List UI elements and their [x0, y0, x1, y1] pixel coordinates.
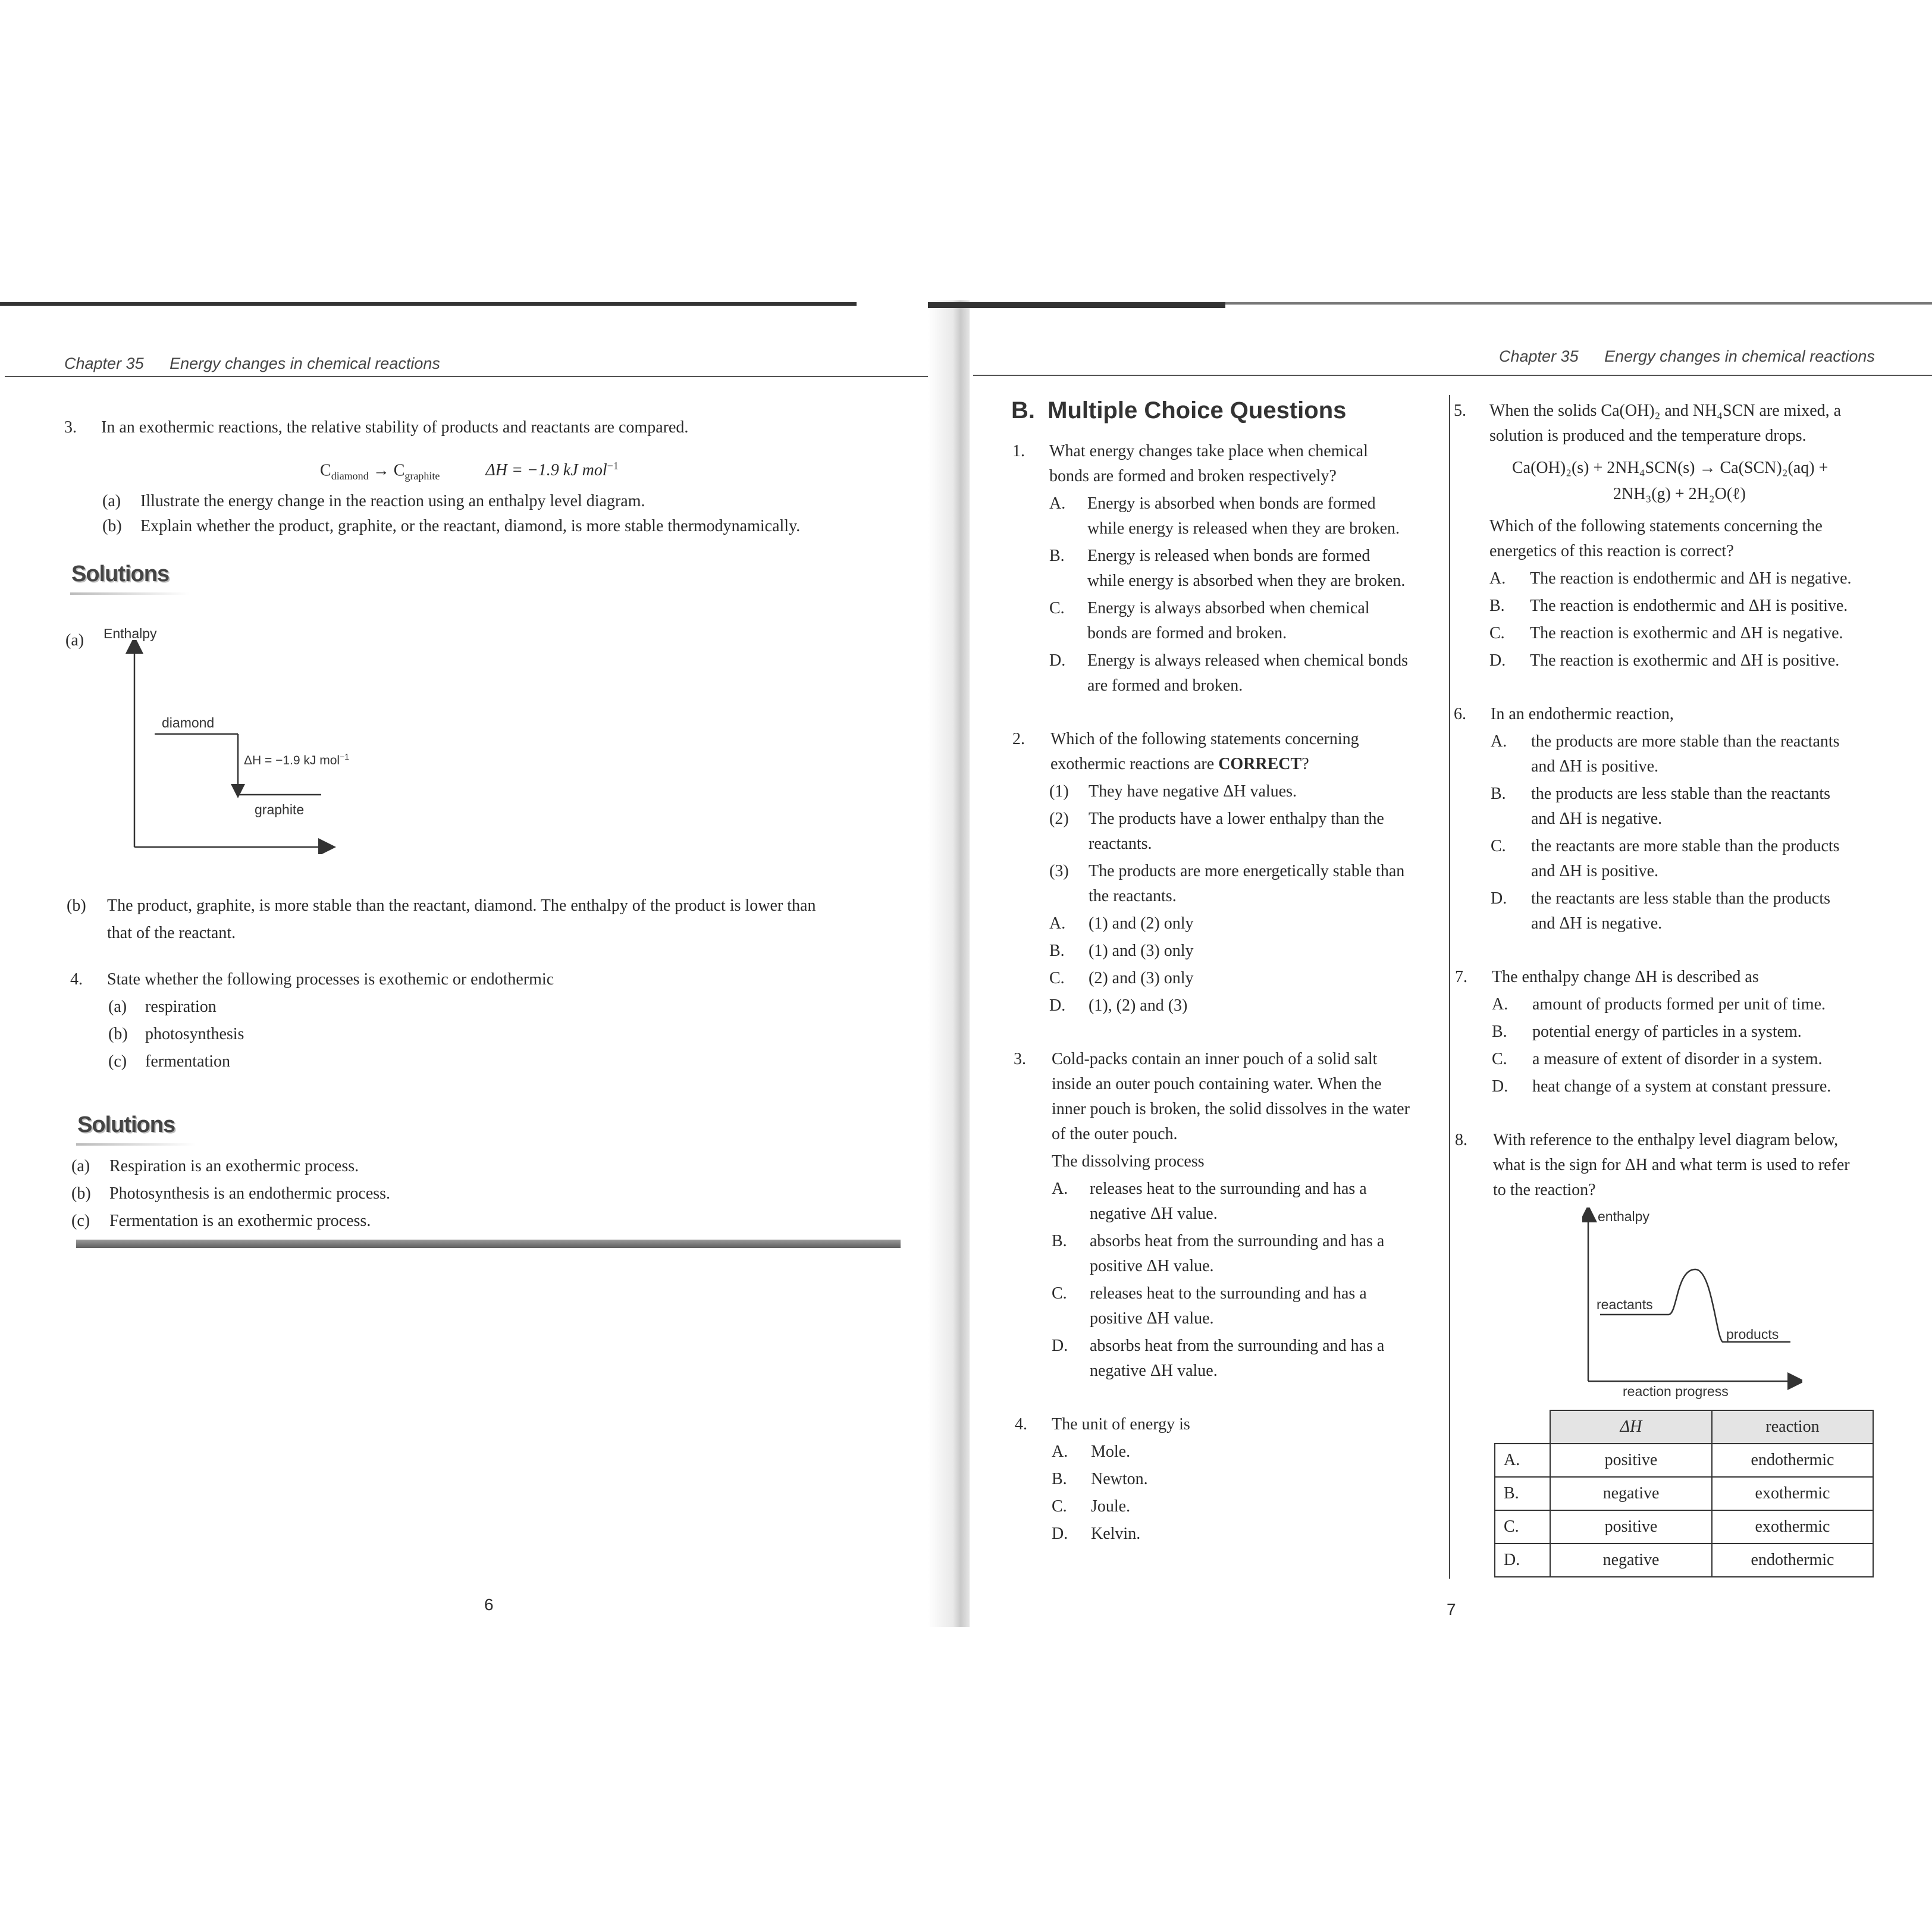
q3-part-a-text: Illustrate the energy change in the reaction using an enthalpy level diagram.: [140, 492, 645, 510]
mcq7-stem: The enthalpy change ΔH is described as: [1492, 968, 1759, 986]
mcq8-answer-table: [1494, 1410, 1874, 1577]
mcq8-row-a-dh: positive: [1550, 1444, 1712, 1477]
mcq8-stem-line-3: to the reaction?: [1493, 1181, 1596, 1199]
mcq7-number: 7.: [1455, 968, 1467, 986]
section-title: Multiple Choice Questions: [1047, 397, 1347, 424]
mcq6-option-a-line-2: and ΔH is positive.: [1531, 757, 1658, 776]
mcq5-option-b-label: B.: [1489, 597, 1505, 615]
answer-a-label: (a): [71, 1157, 90, 1175]
left-header-rule: [5, 376, 945, 377]
mcq5-stem-line-2: solution is produced and the temperature drops.: [1489, 426, 1806, 445]
right-page-number: 7: [1447, 1600, 1456, 1619]
mcq5-option-a-label: A.: [1489, 569, 1506, 588]
mcq8-products-label: products: [1726, 1326, 1779, 1342]
mcq3-option-d-label: D.: [1052, 1337, 1068, 1355]
mcq4-option-a-label: A.: [1052, 1442, 1068, 1461]
q3-part-a-label: (a): [102, 492, 121, 510]
mcq4-option-d-label: D.: [1052, 1525, 1068, 1543]
mcq2-statement-2-label: (2): [1049, 810, 1069, 828]
diagram-delta-h-sup: −1: [340, 752, 350, 761]
mcq4-option-a-text: Mole.: [1091, 1442, 1131, 1461]
mcq3-stem-line-4: of the outer pouch.: [1052, 1125, 1178, 1143]
mcq3-stem: The dissolving process: [1052, 1152, 1205, 1171]
q4-part-b-label: (b): [108, 1025, 128, 1043]
left-header-title: Energy changes in chemical reactions: [170, 355, 440, 372]
q4-part-c-label: (c): [108, 1052, 127, 1071]
mcq7-option-b-label: B.: [1492, 1023, 1507, 1041]
mcq6-option-d-label: D.: [1491, 889, 1507, 908]
mcq2-statement-2-line-1: The products have a lower enthalpy than the: [1089, 810, 1384, 828]
mcq5-option-b-text: The reaction is endothermic and ΔH is positive.: [1530, 597, 1848, 615]
answer-c-label: (c): [71, 1212, 90, 1230]
answer-b-label: (b): [71, 1184, 91, 1203]
diagram-delta-h-text: ΔH = −1.9 kJ mol: [244, 754, 340, 767]
mcq6-option-c-line-1: the reactants are more stable than the products: [1531, 837, 1840, 855]
solution-b-label: (b): [67, 896, 86, 915]
mcq5-equation-line-1: Ca(OH)₂(s) + 2NH₄SCN(s) → Ca(SCN)₂(aq) +: [1512, 459, 1828, 477]
q4-part-c-text: fermentation: [145, 1052, 231, 1071]
mcq6-stem: In an endothermic reaction,: [1491, 705, 1674, 723]
mcq1-option-c-label: C.: [1049, 599, 1065, 617]
mcq2-option-a-text: (1) and (2) only: [1089, 914, 1194, 933]
mcq8-row-c-reaction: exothermic: [1712, 1510, 1873, 1544]
mcq3-option-a-line-1: releases heat to the surrounding and has a: [1090, 1180, 1367, 1198]
mcq8-row-d-reaction: endothermic: [1712, 1544, 1873, 1577]
mcq3-stem-line-2: inside an outer pouch containing water. When the: [1052, 1075, 1382, 1093]
mcq4-option-b-text: Newton.: [1091, 1470, 1148, 1488]
mcq3-stem-line-1: Cold-packs contain an inner pouch of a solid salt: [1052, 1050, 1378, 1068]
mcq2-stem-line-2: [1050, 752, 1309, 777]
diagram-upper-level-label: diamond: [162, 715, 215, 730]
q3-number: 3.: [64, 418, 77, 437]
mcq8-row-b-dh: negative: [1550, 1477, 1712, 1510]
mcq8-row-d-dh: negative: [1550, 1544, 1712, 1577]
q4-part-a-text: respiration: [145, 998, 217, 1016]
mcq4-option-c-label: C.: [1052, 1497, 1067, 1516]
mcq3-option-c-line-2: positive ΔH value.: [1090, 1309, 1214, 1328]
mcq5-question-line-1: Which of the following statements concerning the: [1489, 517, 1823, 535]
mcq4-option-b-label: B.: [1052, 1470, 1067, 1488]
mcq3-option-b-line-2: positive ΔH value.: [1090, 1257, 1214, 1275]
delta-h-arrow-head: [231, 784, 245, 798]
mcq8-table-header-dh: ΔH: [1550, 1410, 1712, 1444]
mcq6-option-a-label: A.: [1491, 732, 1507, 751]
mcq5-number: 5.: [1454, 402, 1466, 420]
mcq5-question-line-2: energetics of this reaction is correct?: [1489, 542, 1734, 560]
mcq1-option-a-line-1: Energy is absorbed when bonds are formed: [1087, 494, 1376, 513]
table-row: [1495, 1477, 1873, 1510]
mcq3-option-a-label: A.: [1052, 1180, 1068, 1198]
table-row: [1495, 1510, 1873, 1544]
mcq2-stem-line-1: Which of the following statements concerning: [1050, 730, 1359, 748]
mcq1-option-c-line-1: Energy is always absorbed when chemical: [1087, 599, 1370, 617]
mcq7-option-c-text: a measure of extent of disorder in a system.: [1532, 1050, 1823, 1068]
answer-c-text: Fermentation is an exothermic process.: [109, 1212, 371, 1230]
mcq1-stem-line-2: bonds are formed and broken respectively?: [1049, 467, 1337, 485]
eq-delta-h-sup: −1: [607, 460, 619, 472]
mcq3-option-c-label: C.: [1052, 1284, 1067, 1303]
mcq1-option-b-line-2: while energy is absorbed when they are broken.: [1087, 572, 1406, 590]
solutions-underline-2: [76, 1143, 195, 1146]
mcq2-option-b-label: B.: [1049, 942, 1065, 960]
mcq4-option-c-text: Joule.: [1091, 1497, 1131, 1516]
mcq8-table-corner: [1495, 1410, 1550, 1444]
mcq1-option-b-line-1: Energy is released when bonds are formed: [1087, 547, 1370, 565]
mcq6-number: 6.: [1454, 705, 1466, 723]
answer-b-text: Photosynthesis is an endothermic process.: [109, 1184, 391, 1203]
mcq5-option-c-label: C.: [1489, 624, 1505, 642]
mcq7-option-a-label: A.: [1492, 995, 1508, 1014]
mcq6-option-c-line-2: and ΔH is positive.: [1531, 862, 1658, 880]
eq-reactant-sub: diamond: [331, 469, 369, 482]
mcq8-number: 8.: [1455, 1131, 1467, 1149]
table-row: [1495, 1544, 1873, 1577]
left-page-number: 6: [484, 1595, 494, 1614]
mcq7-option-a-text: amount of products formed per unit of time.: [1532, 995, 1826, 1014]
diagram-delta-h: [244, 752, 349, 768]
mcq5-equation-line-2: 2NH₃(g) + 2H₂O(ℓ): [1613, 485, 1746, 503]
mcq3-option-b-label: B.: [1052, 1232, 1067, 1250]
mcq5-option-d-text: The reaction is exothermic and ΔH is positive.: [1530, 651, 1840, 670]
mcq1-number: 1.: [1012, 442, 1025, 460]
mcq5-option-d-label: D.: [1489, 651, 1506, 670]
right-page-top-edge: [928, 302, 1225, 308]
mcq7-option-b-text: potential energy of particles in a system.: [1532, 1023, 1802, 1041]
solutions-heading-2: Solutions: [77, 1112, 175, 1137]
q3-text: In an exothermic reactions, the relative stability of products and reactants are compared.: [101, 418, 689, 437]
mcq6-option-b-line-2: and ΔH is negative.: [1531, 810, 1663, 828]
mcq6-option-b-label: B.: [1491, 785, 1506, 803]
enthalpy-level-diagram: [119, 640, 345, 854]
diagram-y-axis-label: Enthalpy: [104, 626, 157, 641]
right-running-header: [1499, 347, 1875, 366]
mcq1-option-b-label: B.: [1049, 547, 1065, 565]
mcq3-option-a-line-2: negative ΔH value.: [1090, 1205, 1218, 1223]
section-end-bar: [76, 1240, 901, 1248]
section-heading: [1011, 397, 1346, 424]
mcq2-statement-1-text: They have negative ΔH values.: [1089, 782, 1297, 801]
mcq6-option-d-line-1: the reactants are less stable than the products: [1531, 889, 1831, 908]
mcq2-stem-pre: exothermic reactions are: [1050, 755, 1219, 773]
mcq5-option-a-text: The reaction is endothermic and ΔH is negative.: [1530, 569, 1852, 588]
section-letter: B.: [1011, 397, 1035, 424]
mcq3-option-d-line-1: absorbs heat from the surrounding and has a: [1090, 1337, 1385, 1355]
mcq6-option-d-line-2: and ΔH is negative.: [1531, 914, 1663, 933]
mcq8-row-c-dh: positive: [1550, 1510, 1712, 1544]
mcq5-option-c-text: The reaction is exothermic and ΔH is negative.: [1530, 624, 1843, 642]
solution-b-line-2: that of the reactant.: [107, 924, 236, 942]
mcq8-reactants-label: reactants: [1597, 1297, 1653, 1312]
mcq5-stem-line-1: When the solids Ca(OH)₂ and NH₄SCN are mixed, a: [1489, 402, 1842, 420]
mcq2-statement-3-label: (3): [1049, 862, 1069, 880]
q3-part-b-label: (b): [102, 517, 122, 535]
mcq2-number: 2.: [1012, 730, 1025, 748]
q4-number: 4.: [70, 970, 83, 989]
mcq2-option-d-text: (1), (2) and (3): [1089, 996, 1188, 1015]
answer-a-text: Respiration is an exothermic process.: [109, 1157, 359, 1175]
mcq2-statement-2-line-2: reactants.: [1089, 835, 1152, 853]
mcq8-row-b-label: B.: [1495, 1477, 1550, 1510]
mcq7-option-d-label: D.: [1492, 1077, 1508, 1096]
solution-b-line-1: The product, graphite, is more stable than the reactant, diamond. The enthalpy of the product is lower than: [107, 896, 816, 915]
left-running-header: [64, 355, 440, 373]
mcq2-stem-post: ?: [1301, 755, 1309, 773]
diagram-lower-level-label: graphite: [255, 802, 305, 817]
eq-arrow: →: [372, 461, 390, 480]
mcq1-stem-line-1: What energy changes take place when chemical: [1049, 442, 1368, 460]
table-row: [1495, 1444, 1873, 1477]
mcq2-option-c-text: (2) and (3) only: [1089, 969, 1194, 987]
mcq3-option-b-line-1: absorbs heat from the surrounding and has a: [1090, 1232, 1385, 1250]
mcq1-option-c-line-2: bonds are formed and broken.: [1087, 624, 1287, 642]
mcq1-option-d-line-2: are formed and broken.: [1087, 676, 1243, 695]
mcq8-table-header-reaction: reaction: [1712, 1410, 1873, 1444]
q4-text: State whether the following processes is exothemic or endothermic: [107, 970, 554, 989]
mcq7-option-d-text: heat change of a system at constant pressure.: [1532, 1077, 1831, 1096]
solution-a-label: (a): [65, 631, 84, 650]
mcq8-row-c-label: C.: [1495, 1510, 1550, 1544]
mcq8-row-b-reaction: exothermic: [1712, 1477, 1873, 1510]
mcq3-option-c-line-1: releases heat to the surrounding and has a: [1090, 1284, 1367, 1303]
mcq6-option-a-line-1: the products are more stable than the reactants: [1531, 732, 1840, 751]
right-page-top-edge-thin: [1225, 302, 1932, 305]
mcq8-stem-line-1: With reference to the enthalpy level diagram below,: [1493, 1131, 1839, 1149]
mcq1-option-d-line-1: Energy is always released when chemical bonds: [1087, 651, 1409, 670]
mcq2-option-a-label: A.: [1049, 914, 1066, 933]
eq-product: C: [393, 461, 405, 480]
mcq8-row-a-reaction: endothermic: [1712, 1444, 1873, 1477]
mcq2-statement-3-line-1: The products are more energetically stable than: [1089, 862, 1405, 880]
mcq4-number: 4.: [1015, 1415, 1027, 1434]
mcq1-option-a-line-2: while energy is released when they are broken.: [1087, 519, 1400, 538]
mcq2-option-d-label: D.: [1049, 996, 1066, 1015]
mcq8-table-header-row: [1495, 1410, 1873, 1444]
left-header-chapter: Chapter 35: [64, 355, 144, 372]
mcq8-diagram-y-label: enthalpy: [1598, 1209, 1649, 1224]
mcq3-stem-line-3: inner pouch is broken, the solid dissolves in the water: [1052, 1100, 1410, 1118]
mcq6-option-c-label: C.: [1491, 837, 1506, 855]
mcq8-row-a-label: A.: [1495, 1444, 1550, 1477]
mcq7-option-c-label: C.: [1492, 1050, 1507, 1068]
mcq8-row-d-label: D.: [1495, 1544, 1550, 1577]
eq-delta-h: ΔH = −1.9 kJ mol: [485, 461, 607, 480]
mcq8-stem-line-2: what is the sign for ΔH and what term is used to refer: [1493, 1156, 1850, 1174]
q3-equation: [320, 453, 619, 488]
solutions-heading-1: Solutions: [71, 562, 170, 586]
solutions-underline-1: [70, 592, 189, 595]
mcq6-option-b-line-1: the products are less stable than the reactants: [1531, 785, 1831, 803]
q4-part-a-label: (a): [108, 998, 127, 1016]
left-page-top-edge: [0, 302, 857, 306]
q3-part-b-text: Explain whether the product, graphite, or the reactant, diamond, is more stable thermodynamically.: [140, 517, 801, 535]
mcq2-option-b-text: (1) and (3) only: [1089, 942, 1194, 960]
mcq2-option-c-label: C.: [1049, 969, 1065, 987]
mcq3-option-d-line-2: negative ΔH value.: [1090, 1362, 1218, 1380]
mcq4-option-d-text: Kelvin.: [1091, 1525, 1141, 1543]
mcq4-stem: The unit of energy is: [1052, 1415, 1190, 1434]
mcq2-stem-bold: CORRECT: [1218, 755, 1302, 773]
eq-product-sub: graphite: [404, 469, 440, 482]
mcq2-statement-3-line-2: the reactants.: [1089, 887, 1177, 905]
column-divider: [1449, 395, 1450, 1579]
mcq1-option-a-label: A.: [1049, 494, 1066, 513]
right-header-rule: [973, 375, 1932, 376]
eq-reactant: C: [320, 461, 331, 480]
mcq3-number: 3.: [1014, 1050, 1026, 1068]
mcq1-option-d-label: D.: [1049, 651, 1066, 670]
right-header-chapter: Chapter 35: [1499, 347, 1579, 365]
right-header-title: Energy changes in chemical reactions: [1604, 347, 1875, 365]
q4-part-b-text: photosynthesis: [145, 1025, 244, 1043]
mcq2-statement-1-label: (1): [1049, 782, 1069, 801]
mcq8-x-axis-label: reaction progress: [1623, 1384, 1729, 1399]
